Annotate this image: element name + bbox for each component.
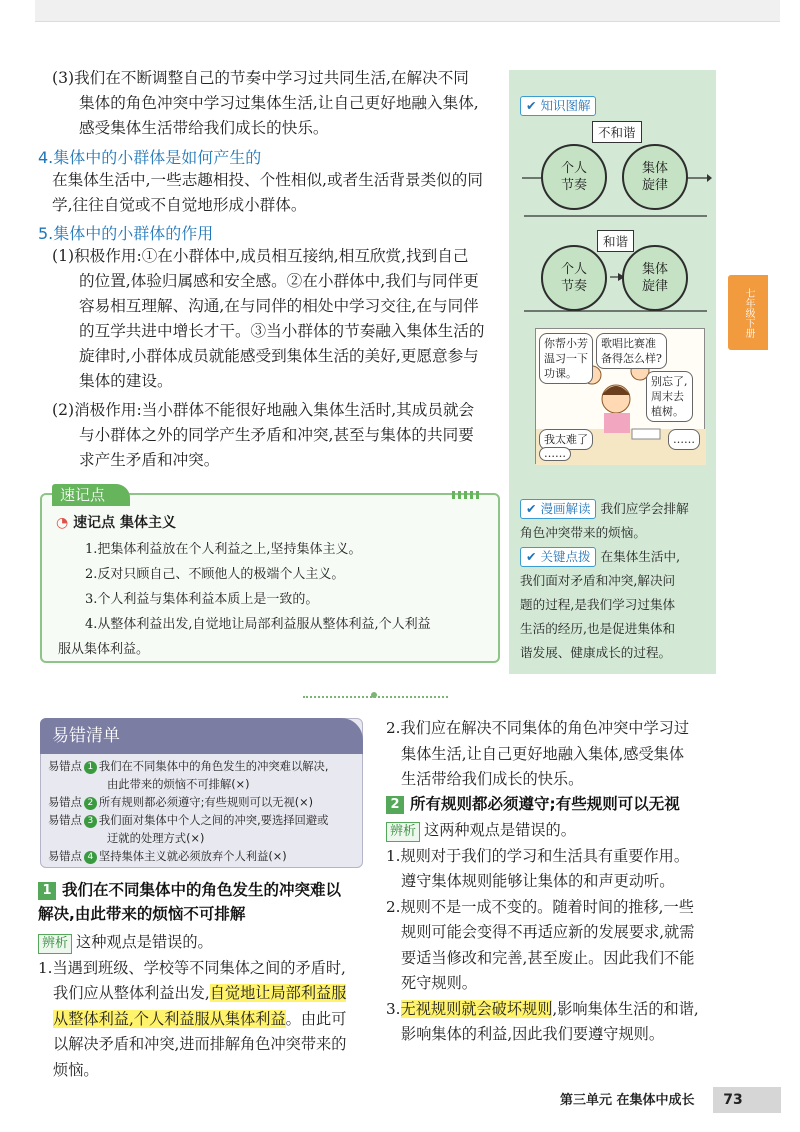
- comic-panel: [535, 328, 705, 464]
- speech-bubble: 我太难了: [539, 429, 593, 450]
- circle-personal-rhythm: [541, 144, 607, 210]
- error-text: 所有规则都必须遵守;有些规则可以无视(×): [98, 796, 314, 809]
- text-line: 在集体生活中,一些志趣相投、个性相似,或者生活背景类似的同: [52, 171, 483, 189]
- text-line: 感受集体生活带给我们成长的快乐。: [79, 119, 329, 137]
- error-item: [48, 794, 360, 812]
- quick-note-title: [56, 512, 176, 532]
- note-line: 4.从整体利益出发,自觉地让局部利益服从整体利益,个人利益: [85, 617, 431, 632]
- text-line: (3)我们在不断调整自己的节奏中学习过共同生活,在解决不同: [52, 69, 469, 87]
- question-number-badge: 2: [386, 796, 404, 814]
- question-1-answer: [38, 930, 373, 1083]
- bubble-text: 别忘了,: [651, 375, 688, 388]
- error-number-badge: 2: [84, 797, 97, 810]
- answer-line: 死守规则。: [401, 974, 477, 992]
- check-icon: ✔: [526, 98, 537, 113]
- speech-bubble: ……: [668, 429, 700, 450]
- label-harmony: 和谐: [597, 230, 634, 252]
- question-title: 所有规则都必须遵守;有些规则可以无视: [410, 795, 680, 813]
- book: [632, 429, 660, 439]
- top-strip: [35, 0, 780, 22]
- point-2-text: [386, 716, 726, 793]
- stripe-decoration: [452, 490, 488, 500]
- quick-note-tab: 速记点: [52, 484, 130, 506]
- text-line: 与小群体之外的同学产生矛盾和冲突,甚至与集体的共同要: [79, 426, 474, 444]
- analysis-text: 这种观点是错误的。: [76, 933, 213, 951]
- speech-bubble: [646, 371, 693, 422]
- bubble-text: 温习一下: [544, 352, 588, 365]
- bubble-text: 你帮小芳: [544, 337, 588, 350]
- highlight-text: 从整体利益,个人利益服从集体利益: [53, 1009, 286, 1028]
- error-number-badge: 3: [84, 815, 97, 828]
- speech-bubble: ……: [539, 447, 571, 461]
- question-title: 解决,由此带来的烦恼不可排解: [38, 905, 246, 923]
- error-text: 我们在不同集体中的角色发生的冲突难以解决,: [98, 760, 329, 773]
- quick-note-list: [58, 537, 490, 662]
- question-2-answer: [386, 818, 726, 1048]
- text-line: 学,往往自觉或不自觉地形成小群体。: [52, 196, 307, 214]
- error-label: 易错点: [48, 850, 82, 863]
- analysis-text: 这两种观点是错误的。: [424, 821, 576, 839]
- analysis-tag: 辨析: [38, 934, 72, 954]
- side-text-line: 我们应学会排解: [600, 501, 689, 516]
- circle-text: 个人: [560, 161, 587, 176]
- text-line: 旋律时,小群体成员就能感受到集体生活的美好,更愿意参与: [79, 347, 479, 365]
- error-number-badge: 1: [84, 761, 97, 774]
- side-text-line: 我们面对矛盾和冲突,解决问: [520, 573, 676, 588]
- answer-line: 要适当修改和完善,甚至废止。因此我们不能: [401, 948, 695, 967]
- question-title: 我们在不同集体中的角色发生的冲突难以: [62, 881, 342, 899]
- side-text-line: 谐发展、健康成长的过程。: [520, 645, 672, 660]
- error-label: 易错点: [48, 760, 82, 773]
- error-list: [48, 758, 360, 866]
- error-item: [48, 848, 360, 866]
- circle-text: 节奏: [560, 279, 587, 294]
- bubble-text: 植树。: [651, 405, 684, 418]
- paragraph-5a: [52, 244, 512, 394]
- paragraph-5b: [52, 398, 512, 473]
- note-icon: ◔: [56, 515, 69, 531]
- answer-line: 烦恼。: [53, 1060, 99, 1079]
- highlight-text: 自觉地让局部利益服: [209, 984, 347, 1002]
- answer-line: 以解决矛盾和冲突,进而排解角色冲突带来的: [53, 1035, 347, 1053]
- text-line: 求产生矛盾和冲突。: [79, 451, 220, 469]
- bubble-text: 歌唱比赛准: [601, 337, 656, 350]
- footer-unit-title: 第三单元 在集体中成长: [560, 1093, 695, 1108]
- error-label: 易错点: [48, 814, 82, 827]
- answer-text: ,影响集体生活的和谐,: [552, 999, 699, 1018]
- error-item: [48, 812, 360, 830]
- error-text: 坚持集体主义就必须放弃个人利益(×): [98, 850, 287, 863]
- grade-side-tab[interactable]: 七年级下册: [728, 275, 768, 350]
- side-text-line: 题的过程,是我们学习过集体: [520, 597, 676, 612]
- question-number-badge: 1: [38, 882, 56, 900]
- error-item: [48, 758, 360, 776]
- girl-body: [604, 413, 630, 433]
- tag-label: 知识图解: [540, 98, 591, 113]
- label-disharmony: 不和谐: [592, 121, 642, 143]
- answer-text: 我们应从整体利益出发,: [53, 984, 210, 1002]
- answer-text: 3.: [386, 999, 401, 1018]
- girl-hair: [602, 386, 630, 395]
- circle-collective-melody-2: [622, 245, 688, 311]
- circle-personal-rhythm-2: [541, 245, 607, 311]
- error-text: 迂就的处理方式(×): [107, 832, 205, 845]
- circle-text: 节奏: [560, 178, 587, 193]
- answer-line: 规则可能会变得不再适应新的发展要求,就需: [401, 923, 695, 941]
- text-line: 集体生活,让自己更好地融入集体,感受集体: [401, 744, 685, 763]
- note-line: 1.把集体利益放在个人利益之上,坚持集体主义。: [85, 542, 362, 557]
- bubble-text: 功课。: [544, 367, 577, 380]
- check-icon: ✔: [526, 501, 537, 516]
- heading-5: 5.集体中的小群体的作用: [38, 224, 214, 243]
- paragraph-3: [52, 66, 502, 141]
- note-line: 2.反对只顾自己、不顾他人的极端个人主义。: [85, 567, 345, 582]
- text-line: (1)积极作用:①在小群体中,成员相互接纳,相互欣赏,找到自己: [52, 247, 469, 265]
- page-number: 73: [723, 1092, 743, 1108]
- speech-bubble: [596, 333, 667, 369]
- side-text-line: 角色冲突带来的烦恼。: [520, 525, 646, 540]
- circle-text: 个人: [560, 262, 587, 277]
- circle-collective-melody: [622, 144, 688, 210]
- answer-line: 影响集体的利益,因此我们要遵守规则。: [401, 1025, 665, 1043]
- note-line: 3.个人利益与集体利益本质上是一致的。: [85, 592, 319, 607]
- circle-text: 集体: [641, 161, 668, 176]
- highlight-text: 无视规则就会破坏规则: [400, 999, 553, 1018]
- text-line: 集体的角色冲突中学习过集体生活,让自己更好地融入集体,: [79, 94, 479, 112]
- error-text: 我们面对集体中个人之间的冲突,要选择回避或: [98, 814, 329, 827]
- divider-dot: [371, 692, 377, 698]
- arrow-head: [707, 174, 712, 182]
- text-line: 的互学共进中增长才干。③当小群体的节奏融入集体生活的: [79, 322, 485, 340]
- side-text-line: 在集体生活中,: [600, 549, 681, 564]
- circle-text: 旋律: [641, 178, 668, 193]
- answer-line: 2.规则不是一成不变的。随着时间的推移,一些: [386, 897, 694, 916]
- question-2: [386, 792, 726, 816]
- text-line: (2)消极作用:当小群体不能很好地融入集体生活时,其成员就会: [52, 401, 475, 419]
- heading-4: 4.集体中的小群体是如何产生的: [38, 148, 262, 167]
- check-icon: ✔: [526, 549, 537, 564]
- analysis-tag: 辨析: [386, 822, 420, 842]
- note-line: 服从集体利益。: [58, 642, 150, 657]
- text-line: 2.我们应在解决不同集体的角色冲突中学习过: [386, 719, 690, 737]
- side-text-line: 生活的经历,也是促进集体和: [520, 621, 676, 636]
- error-number-badge: 4: [84, 851, 97, 864]
- circle-text: 旋律: [641, 279, 668, 294]
- answer-line: 1.当遇到班级、学校等不同集体之间的矛盾时,: [38, 958, 346, 977]
- paragraph-4: [52, 168, 512, 218]
- circle-text: 集体: [641, 262, 668, 277]
- note-title-text: 速记点 集体主义: [73, 515, 176, 531]
- knowledge-diagram-tag: [520, 95, 596, 116]
- error-label: 易错点: [48, 796, 82, 809]
- bubble-text: 周末去: [651, 390, 684, 403]
- speech-bubble: [539, 333, 593, 384]
- comic-interpretation: [520, 497, 715, 545]
- error-text: 由此带来的烦恼不可排解(×): [107, 778, 250, 791]
- answer-line: 1.规则对于我们的学习和生活具有重要作用。: [386, 846, 690, 865]
- text-line: 生活带给我们成长的快乐。: [401, 770, 584, 788]
- tag-label: 关键点拨: [540, 549, 591, 564]
- text-line: 的位置,体验归属感和安全感。②在小群体中,我们与同伴更: [79, 272, 479, 290]
- bubble-text: 备得怎么样?: [601, 352, 662, 365]
- answer-line: 遵守集体规则能够让集体的和声更动听。: [401, 872, 675, 890]
- tag-label: 漫画解读: [540, 501, 591, 516]
- key-point: [520, 545, 715, 665]
- text-line: 容易相互理解、沟通,在与同伴的相处中学习交往,在与同伴: [79, 297, 479, 315]
- answer-text: 。由此可: [285, 1009, 347, 1028]
- text-line: 集体的建设。: [79, 372, 173, 390]
- error-list-title: 易错清单: [40, 718, 363, 754]
- question-1: [38, 878, 368, 926]
